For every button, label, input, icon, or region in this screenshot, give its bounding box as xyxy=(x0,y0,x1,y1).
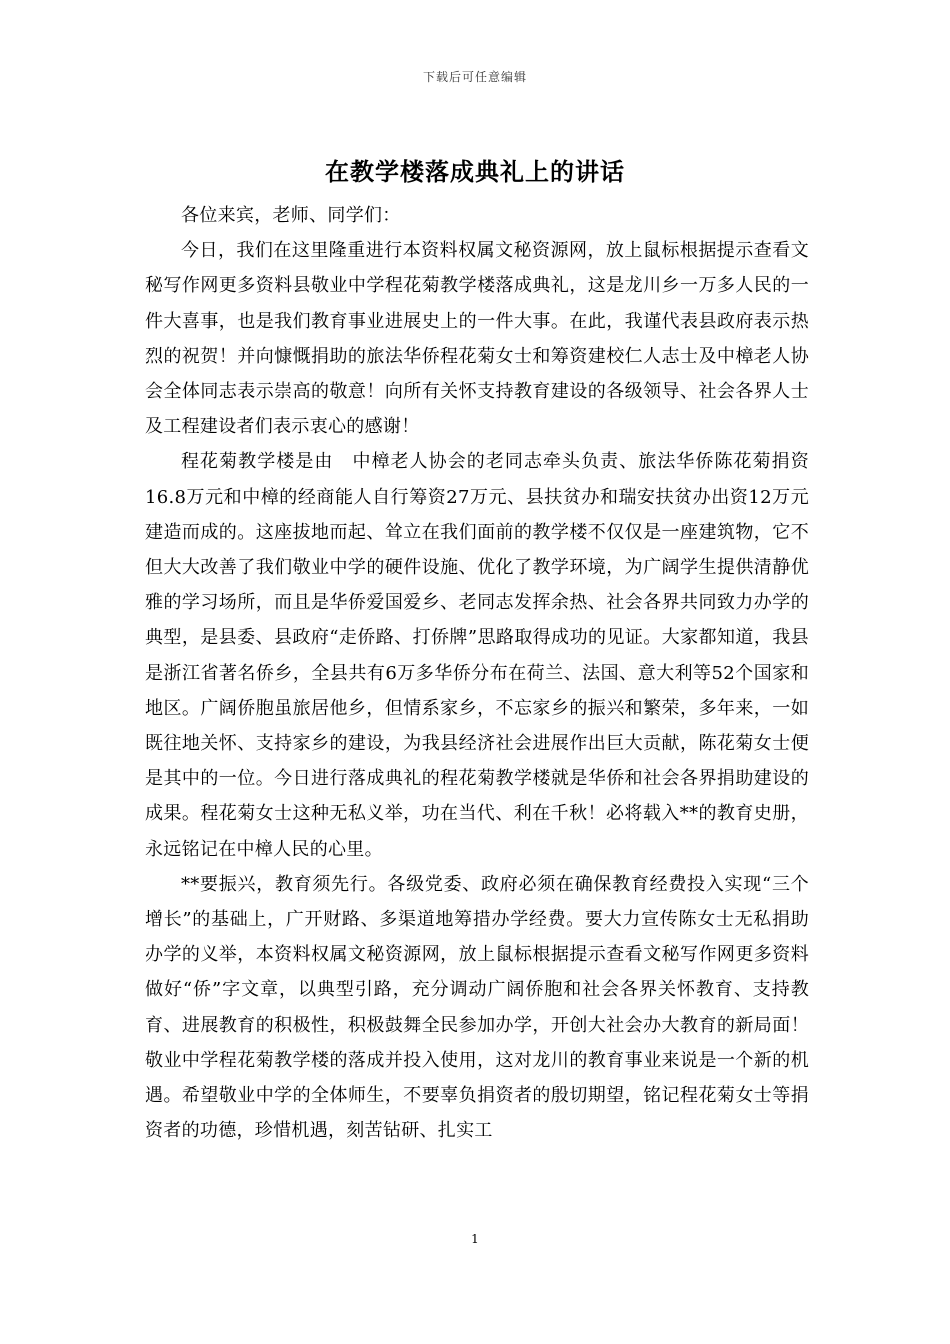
document-title: 在教学楼落成典礼上的讲话 xyxy=(325,157,625,186)
paragraph-3: **要振兴，教育须先行。各级党委、政府必须在确保教育经费投入实现“三个增长”的基础上，广开财路、多渠道地筹措办学经费。要大力宣传陈女士无私捐助办学的义举，本资料权属文秘资源网，放上鼠标根据提示查看文秘写作网更多资料做好“侨”字文章，以典型引路，充分调动广阔侨胞和社会各界关怀教育、支持教育、进展教育的积极性，积极鼓舞全民参加办学，开创大社会办大教育的新局面！敬业中学程花菊教学楼的落成并投入使用，这对龙川的教育事业来说是一个新的机遇。希望敬业中学的全体师生，不要辜负捐资者的殷切期望，铭记程花菊女士等捐资者的功德，珍惜机遇，刻苦钻研、扎实工 xyxy=(145,873,809,1142)
paragraph-1: 今日，我们在这里隆重进行本资料权属文秘资源网，放上鼠标根据提示查看文秘写作网更多资料县敬业中学程花菊教学楼落成典礼，这是龙川乡一万多人民的一件大喜事，也是我们教育事业进展史上的一件大事。在此，我谨代表县政府表示热烈的祝贺！并向慷慨捐助的旅法华侨程花菊女士和筹资建校仁人志士及中樟老人协会全体同志表示崇高的敬意！向所有关怀支持教育建设的各级领导、社会各界人士及工程建设者们表示衷心的感谢！ xyxy=(145,240,809,438)
page-number: 1 xyxy=(471,1232,479,1246)
page-header-note: 下载后可任意编辑 xyxy=(422,70,527,84)
document-body xyxy=(145,198,809,1148)
paragraph-2: 程花菊教学楼是由 中樟老人协会的老同志牵头负责、旅法华侨陈花菊捐资16.8万元和中樟的经商能人自行筹资27万元、县扶贫办和瑞安扶贫办出资12万元建造而成的。这座拔地而起、耸立在我们面前的教学楼不仅仅是一座建筑物，它不但大大改善了我们敬业中学的硬件设施、优化了教学环境，为广阔学生提供清静优雅的学习场所，而且是华侨爱国爱乡、老同志发挥余热、社会各界共同致力办学的典型，是县委、县政府“走侨路、打侨牌”思路取得成功的见证。大家都知道，我县是浙江省著名侨乡，全县共有6万多华侨分布在荷兰、法国、意大利等52个国家和地区。广阔侨胞虽旅居他乡，但情系家乡，不忘家乡的振兴和繁荣，多年来，一如既往地关怀、支持家乡的建设，为我县经济社会进展作出巨大贡献，陈花菊女士便是其中的一位。今日进行落成典礼的程花菊教学楼就是华侨和社会各界捐助建设的成果。程花菊女士这种无私义举，功在当代、利在千秋！必将载入**的教育史册，永远铭记在中樟人民的心里。 xyxy=(145,451,809,860)
salutation: 各位来宾，老师、同学们： xyxy=(181,205,401,226)
